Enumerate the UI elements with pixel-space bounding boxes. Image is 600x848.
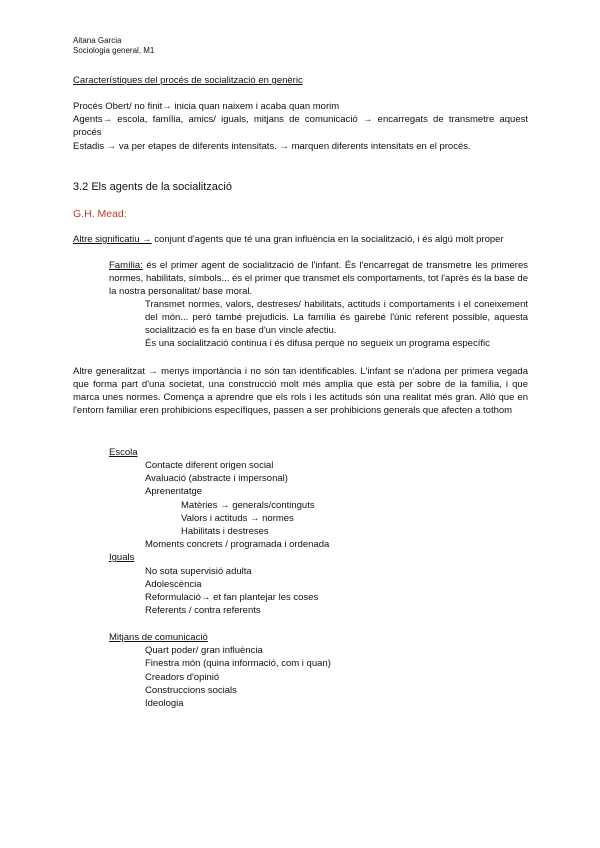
familia-sub2: És una socialització continua i és difusa perquè no segueix un programa específic <box>145 338 490 349</box>
familia-text: és el primer agent de socialització de l'infant. És l'encarregat de transmetre les primeres normes, habilitats, símbols... és el primer que transmet els comportaments, tot l'après és la base de la nostra personalitat/ base moral. <box>109 260 528 297</box>
list-item: Creadors d'opinió <box>145 672 220 683</box>
altre-significatiu-paragraph <box>73 233 528 246</box>
altre-significatiu-term: Altre significatiu → <box>73 234 152 245</box>
list-item: No sota supervisió adulta <box>145 566 252 577</box>
list-item: Reformulació→ et fan plantejar les coses <box>145 592 319 603</box>
list-item: Contacte diferent origen social <box>145 460 274 471</box>
author-heading: G.H. Mead: <box>73 208 127 220</box>
author-name: Aitana Garcia <box>73 36 122 45</box>
familia-term: Família: <box>109 260 143 271</box>
list-item: Avaluació (abstracte i impersonal) <box>145 473 288 484</box>
intro-estadis: Estadis → va per etapes de diferents intensitats. → marquen diferents intensitats en el procés. <box>73 141 471 152</box>
list-item: Construccions socials <box>145 685 237 696</box>
list-item: Adolescència <box>145 579 202 590</box>
familia-paragraph <box>109 259 528 298</box>
list-item: Moments concrets / programada i ordenada <box>145 539 330 550</box>
list-item: Aprenentatge <box>145 486 203 497</box>
escola-title: Escola <box>109 447 138 458</box>
mitjans-title: Mitjans de comunicació <box>109 632 208 643</box>
altre-significatiu-text: conjunt d'agents que té una gran influència en la socialització, i és algú molt proper <box>151 234 504 245</box>
altre-generalitzat-paragraph: Altre generalitzat → menys importància i no són tan identificables. L'infant se n'adona per primera vegada que forma part d'una societat, una construcció molt més amplia que està per sobre de la família, i que marca unes normes. Comença a aprendre que els rols i les actituds són una realitat més gran. Allò que en l'entorn familiar eren prohibicions específiques, passen a ser prohibicions generals que afecten a tothom <box>73 366 528 416</box>
list-item: Referents / contra referents <box>145 605 261 616</box>
course-name: Sociologia general, M1 <box>73 46 155 55</box>
intro-proces: Procés Obert/ no finit→ inicia quan naixem i acaba quan morim <box>73 101 340 112</box>
list-subitem: Habilitats i destreses <box>181 526 269 537</box>
list-item: Ideologia <box>145 698 184 709</box>
iguals-title: Iguals <box>109 552 135 563</box>
list-item: Quart poder/ gran influència <box>145 645 263 656</box>
intro-title: Característiques del procés de socialització en genèric <box>73 75 303 86</box>
list-item: Finestra món (quina informació, com i quan) <box>145 658 331 669</box>
intro-agents: Agents→ escola, família, amics/ iguals, mitjans de comunicació → encarregats de transmetre aquest procés <box>73 114 528 138</box>
section-heading: 3.2 Els agents de la socialització <box>73 181 232 193</box>
list-subitem: Matèries → generals/continguts <box>181 500 315 511</box>
list-subitem: Valors i actituds → normes <box>181 513 294 524</box>
familia-sub1: Transmet normes, valors, destreses/ habilitats, actituds i comportaments i el coneixement del món... però també prejudicis. La família és gairebé l'únic referent possible, aquesta socialització es fa en base d'un vincle afectiu. <box>145 299 528 336</box>
